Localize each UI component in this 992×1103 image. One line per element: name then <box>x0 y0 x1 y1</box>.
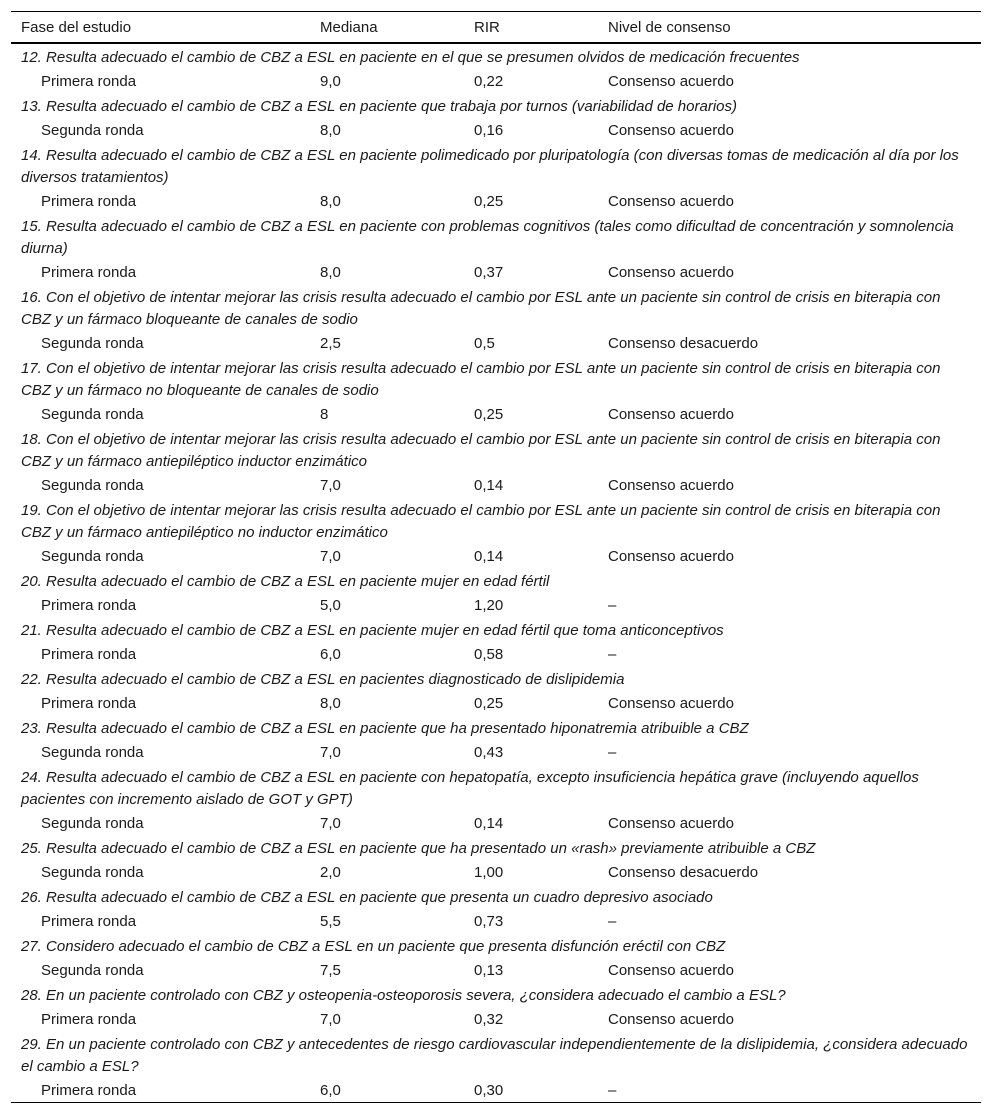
question-text: 27. Considero adecuado el cambio de CBZ a ESL en un paciente que presenta disfunción eréctil con CBZ <box>21 938 726 955</box>
table-row <box>11 1078 981 1102</box>
table-row <box>11 69 981 93</box>
cell-fase: Primera ronda <box>41 694 137 712</box>
cell-nivel: – <box>608 596 617 614</box>
cell-fase: Segunda ronda <box>41 743 144 761</box>
cell-mediana: 8,0 <box>320 121 341 139</box>
cell-mediana: 8,0 <box>320 694 341 712</box>
cell-mediana: 8,0 <box>320 263 341 281</box>
header-mediana: Mediana <box>320 18 378 36</box>
cell-nivel: Consenso desacuerdo <box>608 334 759 352</box>
table-row <box>11 402 981 426</box>
question-text: 20. Resulta adecuado el cambio de CBZ a ESL en paciente mujer en edad fértil <box>21 573 550 590</box>
question-text: 12. Resulta adecuado el cambio de CBZ a ESL en paciente en el que se presumen olvidos de medicación frecuentes <box>21 49 800 66</box>
cell-rir: 0,25 <box>474 192 504 210</box>
header-nivel: Nivel de consenso <box>608 18 731 36</box>
header-rir: RIR <box>474 18 500 36</box>
cell-fase: Segunda ronda <box>41 547 144 565</box>
table-row <box>11 691 981 715</box>
table-row <box>11 811 981 835</box>
cell-rir: 0,25 <box>474 405 504 423</box>
cell-rir: 0,14 <box>474 814 504 832</box>
cell-fase: Primera ronda <box>41 645 137 663</box>
header-fase: Fase del estudio <box>21 18 132 36</box>
cell-fase: Primera ronda <box>41 263 137 281</box>
cell-mediana: 5,0 <box>320 596 341 614</box>
cell-rir: 0,30 <box>474 1081 504 1099</box>
cell-mediana: 6,0 <box>320 1081 341 1099</box>
cell-mediana: 6,0 <box>320 645 341 663</box>
cell-nivel: Consenso acuerdo <box>608 72 734 90</box>
table-header <box>11 12 981 44</box>
question-text: 22. Resulta adecuado el cambio de CBZ a ESL en pacientes diagnosticado de dislipidemia <box>21 671 625 688</box>
cell-mediana: 9,0 <box>320 72 341 90</box>
question-text: 24. Resulta adecuado el cambio de CBZ a ESL en paciente con hepatopatía, excepto insuficiencia hepática grave (incluyendo aquellos pacientes con incremento aislado de GOT y GPT) <box>21 769 919 808</box>
cell-mediana: 7,5 <box>320 961 341 979</box>
cell-fase: Segunda ronda <box>41 121 144 139</box>
question-text: 23. Resulta adecuado el cambio de CBZ a ESL en paciente que ha presentado hiponatremia atribuible a CBZ <box>21 720 749 737</box>
question-text: 14. Resulta adecuado el cambio de CBZ a ESL en paciente polimedicado por pluripatología (con diversas tomas de medicación al día por los diversos tratamientos) <box>21 147 959 186</box>
cell-nivel: Consenso acuerdo <box>608 405 734 423</box>
table-body <box>11 44 981 1102</box>
question-text: 17. Con el objetivo de intentar mejorar las crisis resulta adecuado el cambio por ESL ante un paciente sin control de crisis en biterapia con CBZ y un fármaco no bloqueante de canales de sodio <box>21 360 941 399</box>
cell-nivel: Consenso acuerdo <box>608 476 734 494</box>
cell-mediana: 8,0 <box>320 192 341 210</box>
cell-fase: Primera ronda <box>41 912 137 930</box>
cell-mediana: 7,0 <box>320 814 341 832</box>
cell-fase: Primera ronda <box>41 596 137 614</box>
cell-mediana: 8 <box>320 405 329 423</box>
cell-nivel: Consenso acuerdo <box>608 1010 734 1028</box>
cell-nivel: – <box>608 645 617 663</box>
cell-mediana: 7,0 <box>320 547 341 565</box>
cell-fase: Segunda ronda <box>41 863 144 881</box>
cell-rir: 0,73 <box>474 912 504 930</box>
table-row <box>11 958 981 982</box>
table-row <box>11 1007 981 1031</box>
question-text: 18. Con el objetivo de intentar mejorar las crisis resulta adecuado el cambio por ESL ante un paciente sin control de crisis en biterapia con CBZ y un fármaco antiepiléptico inductor enzimático <box>21 431 941 470</box>
table-row <box>11 860 981 884</box>
cell-rir: 0,5 <box>474 334 495 352</box>
cell-nivel: Consenso acuerdo <box>608 263 734 281</box>
cell-fase: Primera ronda <box>41 192 137 210</box>
cell-fase: Primera ronda <box>41 1081 137 1099</box>
cell-fase: Segunda ronda <box>41 405 144 423</box>
cell-nivel: Consenso acuerdo <box>608 961 734 979</box>
question-text: 15. Resulta adecuado el cambio de CBZ a ESL en paciente con problemas cognitivos (tales como dificultad de concentración y somnolencia diurna) <box>21 218 954 257</box>
cell-mediana: 2,5 <box>320 334 341 352</box>
question-text: 26. Resulta adecuado el cambio de CBZ a ESL en paciente que presenta un cuadro depresivo asociado <box>21 889 713 906</box>
cell-rir: 0,32 <box>474 1010 504 1028</box>
question-text: 21. Resulta adecuado el cambio de CBZ a ESL en paciente mujer en edad fértil que toma anticonceptivos <box>21 622 724 639</box>
question-text: 16. Con el objetivo de intentar mejorar las crisis resulta adecuado el cambio por ESL ante un paciente sin control de crisis en biterapia con CBZ y un fármaco bloqueante de canales de sodio <box>21 289 941 328</box>
cell-nivel: Consenso desacuerdo <box>608 863 759 881</box>
cell-rir: 0,22 <box>474 72 504 90</box>
cell-rir: 0,58 <box>474 645 504 663</box>
cell-fase: Primera ronda <box>41 1010 137 1028</box>
table-row <box>11 740 981 764</box>
consensus-table <box>11 11 981 1103</box>
cell-mediana: 7,0 <box>320 476 341 494</box>
cell-rir: 0,14 <box>474 547 504 565</box>
question-text: 19. Con el objetivo de intentar mejorar las crisis resulta adecuado el cambio por ESL ante un paciente sin control de crisis en biterapia con CBZ y un fármaco antiepiléptico no inductor enzimático <box>21 502 941 541</box>
cell-nivel: – <box>608 1081 617 1099</box>
cell-nivel: Consenso acuerdo <box>608 547 734 565</box>
cell-rir: 0,14 <box>474 476 504 494</box>
cell-rir: 0,16 <box>474 121 504 139</box>
table-row <box>11 189 981 213</box>
cell-nivel: – <box>608 743 617 761</box>
table-row <box>11 473 981 497</box>
question-text: 13. Resulta adecuado el cambio de CBZ a ESL en paciente que trabaja por turnos (variabilidad de horarios) <box>21 98 737 115</box>
cell-fase: Segunda ronda <box>41 476 144 494</box>
table-row <box>11 909 981 933</box>
cell-mediana: 7,0 <box>320 1010 341 1028</box>
cell-rir: 1,20 <box>474 596 504 614</box>
cell-rir: 0,43 <box>474 743 504 761</box>
question-text: 29. En un paciente controlado con CBZ y antecedentes de riesgo cardiovascular independientemente de la dislipidemia, ¿considera adecuado el cambio a ESL? <box>21 1036 968 1075</box>
cell-nivel: Consenso acuerdo <box>608 192 734 210</box>
cell-rir: 0,13 <box>474 961 504 979</box>
cell-fase: Primera ronda <box>41 72 137 90</box>
cell-rir: 0,37 <box>474 263 504 281</box>
table-row <box>11 642 981 666</box>
question-text: 28. En un paciente controlado con CBZ y osteopenia-osteoporosis severa, ¿considera adecuado el cambio a ESL? <box>21 987 786 1004</box>
cell-rir: 0,25 <box>474 694 504 712</box>
cell-mediana: 5,5 <box>320 912 341 930</box>
cell-nivel: Consenso acuerdo <box>608 814 734 832</box>
cell-fase: Segunda ronda <box>41 961 144 979</box>
cell-nivel: – <box>608 912 617 930</box>
cell-nivel: Consenso acuerdo <box>608 694 734 712</box>
cell-rir: 1,00 <box>474 863 504 881</box>
cell-fase: Segunda ronda <box>41 334 144 352</box>
table-row <box>11 593 981 617</box>
table-row <box>11 118 981 142</box>
table-row <box>11 331 981 355</box>
cell-nivel: Consenso acuerdo <box>608 121 734 139</box>
cell-fase: Segunda ronda <box>41 814 144 832</box>
cell-mediana: 7,0 <box>320 743 341 761</box>
cell-mediana: 2,0 <box>320 863 341 881</box>
table-row <box>11 544 981 568</box>
table-row <box>11 260 981 284</box>
question-text: 25. Resulta adecuado el cambio de CBZ a ESL en paciente que ha presentado un «rash» previamente atribuible a CBZ <box>21 840 816 857</box>
